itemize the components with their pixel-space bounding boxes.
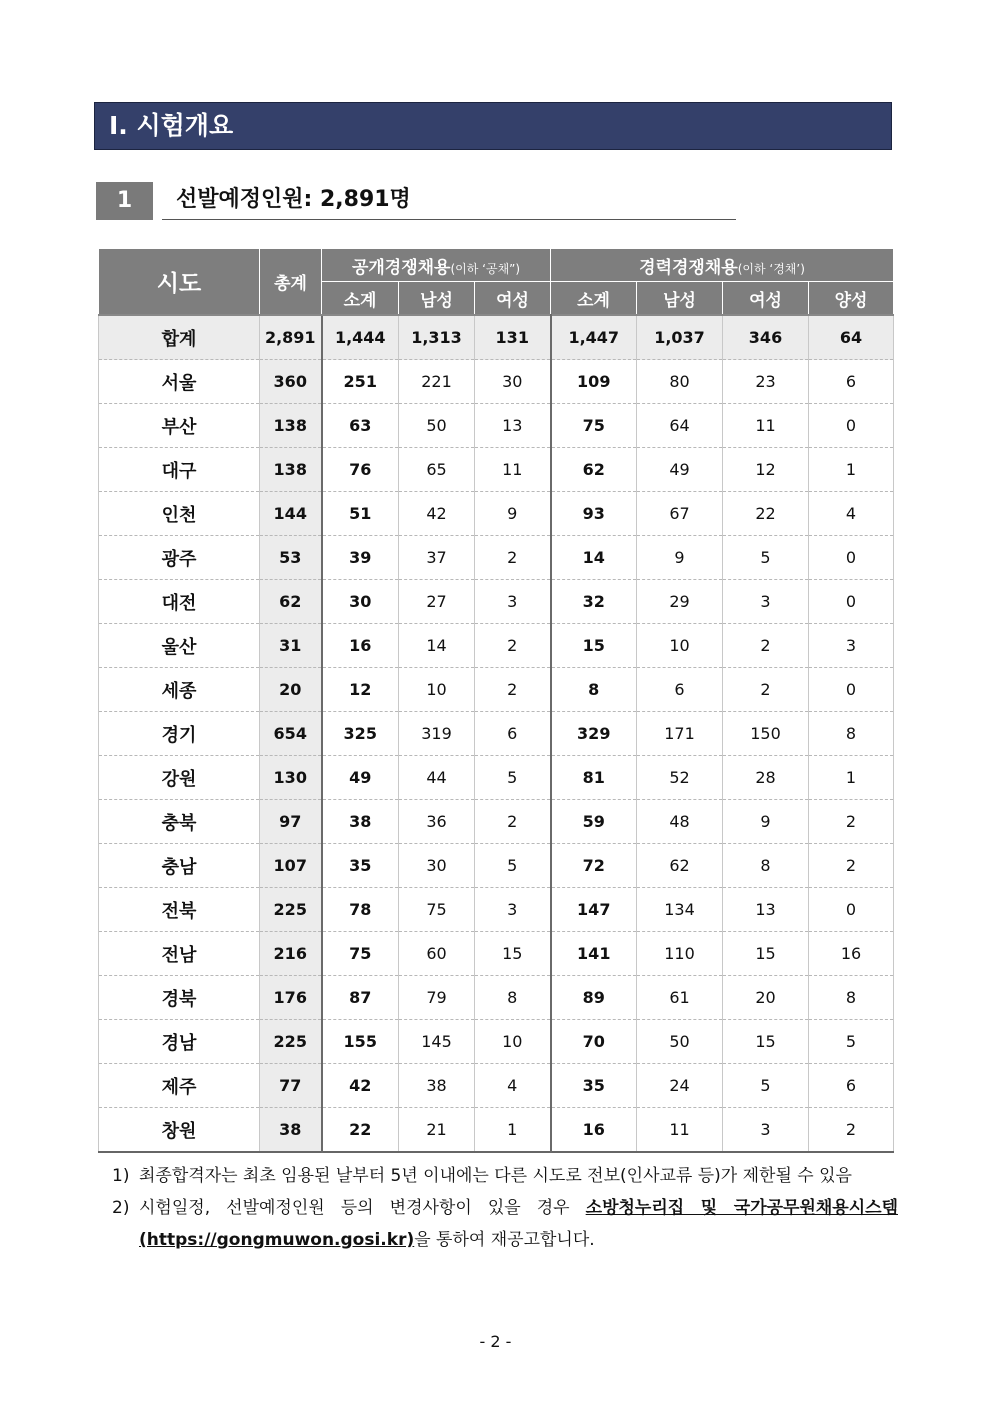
cell-total: 38 xyxy=(260,1108,322,1153)
cell-c-b: 8 xyxy=(809,712,894,756)
cell-o-f: 10 xyxy=(475,1020,551,1064)
cell-o-sub: 1,444 xyxy=(322,315,399,360)
cell-c-m: 10 xyxy=(637,624,723,668)
cell-c-b: 0 xyxy=(809,536,894,580)
cell-c-m: 9 xyxy=(637,536,723,580)
cell-o-f: 5 xyxy=(475,756,551,800)
note-1-number: 1) xyxy=(112,1166,130,1186)
cell-o-sub: 16 xyxy=(322,624,399,668)
table-row xyxy=(99,932,894,976)
cell-c-m: 134 xyxy=(637,888,723,932)
header-sub: 여성 xyxy=(475,282,551,316)
note-2-content xyxy=(139,1192,898,1256)
table-row-total xyxy=(99,315,894,360)
table-row xyxy=(99,404,894,448)
header-open-group-label: 공개경쟁채용 xyxy=(351,257,451,278)
cell-c-b: 2 xyxy=(809,1108,894,1153)
table-row xyxy=(99,1108,894,1153)
cell-region: 전남 xyxy=(99,932,260,976)
cell-c-sub: 70 xyxy=(551,1020,637,1064)
cell-o-sub: 75 xyxy=(322,932,399,976)
table-row xyxy=(99,492,894,536)
cell-o-f: 6 xyxy=(475,712,551,756)
table-row xyxy=(99,536,894,580)
table-row xyxy=(99,800,894,844)
cell-c-sub: 141 xyxy=(551,932,637,976)
table-row xyxy=(99,360,894,404)
cell-o-sub: 49 xyxy=(322,756,399,800)
cell-c-b: 4 xyxy=(809,492,894,536)
cell-c-b: 8 xyxy=(809,976,894,1020)
cell-c-sub: 32 xyxy=(551,580,637,624)
cell-c-f: 13 xyxy=(723,888,809,932)
cell-o-f: 131 xyxy=(475,315,551,360)
cell-region: 제주 xyxy=(99,1064,260,1108)
cell-c-f: 150 xyxy=(723,712,809,756)
cell-o-m: 14 xyxy=(399,624,475,668)
cell-c-b: 5 xyxy=(809,1020,894,1064)
cell-c-sub: 15 xyxy=(551,624,637,668)
cell-total: 360 xyxy=(260,360,322,404)
cell-c-b: 2 xyxy=(809,800,894,844)
cell-c-sub: 62 xyxy=(551,448,637,492)
cell-o-m: 319 xyxy=(399,712,475,756)
cell-o-m: 27 xyxy=(399,580,475,624)
cell-o-f: 8 xyxy=(475,976,551,1020)
header-sub: 남성 xyxy=(637,282,723,316)
chapter-title: Ⅰ. 시험개요 xyxy=(94,102,892,150)
cell-o-f: 3 xyxy=(475,888,551,932)
cell-o-m: 75 xyxy=(399,888,475,932)
cell-total: 138 xyxy=(260,404,322,448)
cell-o-m: 65 xyxy=(399,448,475,492)
cell-c-b: 16 xyxy=(809,932,894,976)
cell-c-f: 8 xyxy=(723,844,809,888)
cell-o-m: 221 xyxy=(399,360,475,404)
cell-o-sub: 30 xyxy=(322,580,399,624)
cell-c-m: 50 xyxy=(637,1020,723,1064)
cell-o-sub: 35 xyxy=(322,844,399,888)
cell-o-sub: 155 xyxy=(322,1020,399,1064)
cell-c-f: 9 xyxy=(723,800,809,844)
cell-c-sub: 35 xyxy=(551,1064,637,1108)
cell-o-f: 1 xyxy=(475,1108,551,1153)
cell-total: 176 xyxy=(260,976,322,1020)
cell-c-m: 1,037 xyxy=(637,315,723,360)
cell-c-sub: 147 xyxy=(551,888,637,932)
header-career-group-note: (이하 ‘경채’) xyxy=(737,261,805,276)
cell-c-b: 0 xyxy=(809,668,894,712)
cell-c-b: 6 xyxy=(809,360,894,404)
section-title: 선발예정인원: 2,891명 xyxy=(162,182,736,220)
cell-region: 울산 xyxy=(99,624,260,668)
header-career-group-label: 경력경쟁채용 xyxy=(639,257,738,278)
cell-o-sub: 39 xyxy=(322,536,399,580)
cell-c-m: 49 xyxy=(637,448,723,492)
cell-o-sub: 78 xyxy=(322,888,399,932)
cell-total: 53 xyxy=(260,536,322,580)
cell-region: 서울 xyxy=(99,360,260,404)
cell-c-sub: 1,447 xyxy=(551,315,637,360)
cell-o-f: 2 xyxy=(475,800,551,844)
cell-c-m: 171 xyxy=(637,712,723,756)
cell-o-f: 11 xyxy=(475,448,551,492)
cell-region: 경기 xyxy=(99,712,260,756)
table-row xyxy=(99,844,894,888)
cell-o-m: 145 xyxy=(399,1020,475,1064)
cell-c-f: 15 xyxy=(723,932,809,976)
cell-o-sub: 51 xyxy=(322,492,399,536)
cell-region: 강원 xyxy=(99,756,260,800)
cell-o-sub: 22 xyxy=(322,1108,399,1153)
cell-o-f: 4 xyxy=(475,1064,551,1108)
cell-o-m: 21 xyxy=(399,1108,475,1153)
section-number: 1 xyxy=(96,182,153,220)
cell-c-b: 0 xyxy=(809,888,894,932)
cell-o-sub: 325 xyxy=(322,712,399,756)
cell-o-f: 9 xyxy=(475,492,551,536)
header-total: 총계 xyxy=(260,249,322,316)
cell-c-m: 110 xyxy=(637,932,723,976)
cell-o-f: 5 xyxy=(475,844,551,888)
table-body xyxy=(99,315,894,1152)
cell-c-f: 2 xyxy=(723,668,809,712)
header-open-group-note: (이하 ‘공채”) xyxy=(450,261,521,276)
header-sub: 여성 xyxy=(723,282,809,316)
cell-c-f: 3 xyxy=(723,1108,809,1153)
cell-total: 654 xyxy=(260,712,322,756)
cell-c-sub: 93 xyxy=(551,492,637,536)
cell-c-m: 80 xyxy=(637,360,723,404)
header-open-group xyxy=(322,249,551,282)
cell-total: 31 xyxy=(260,624,322,668)
cell-o-f: 13 xyxy=(475,404,551,448)
table-row xyxy=(99,1020,894,1064)
cell-o-f: 2 xyxy=(475,624,551,668)
header-career-group xyxy=(551,249,894,282)
cell-c-m: 52 xyxy=(637,756,723,800)
cell-c-f: 5 xyxy=(723,1064,809,1108)
cell-c-b: 6 xyxy=(809,1064,894,1108)
cell-total: 77 xyxy=(260,1064,322,1108)
cell-o-m: 79 xyxy=(399,976,475,1020)
table-row xyxy=(99,580,894,624)
cell-o-sub: 87 xyxy=(322,976,399,1020)
cell-c-m: 48 xyxy=(637,800,723,844)
cell-total: 107 xyxy=(260,844,322,888)
cell-region: 부산 xyxy=(99,404,260,448)
cell-region: 경남 xyxy=(99,1020,260,1064)
table-row xyxy=(99,668,894,712)
cell-c-m: 67 xyxy=(637,492,723,536)
cell-o-f: 3 xyxy=(475,580,551,624)
cell-o-m: 30 xyxy=(399,844,475,888)
cell-c-sub: 81 xyxy=(551,756,637,800)
cell-o-m: 38 xyxy=(399,1064,475,1108)
cell-o-sub: 42 xyxy=(322,1064,399,1108)
cell-region: 인천 xyxy=(99,492,260,536)
cell-total: 225 xyxy=(260,888,322,932)
cell-o-m: 37 xyxy=(399,536,475,580)
cell-c-b: 1 xyxy=(809,756,894,800)
cell-total: 144 xyxy=(260,492,322,536)
note-1-text: 최종합격자는 최초 임용된 날부터 5년 이내에는 다른 시도로 전보(인사교류 등)가 제한될 수 있음 xyxy=(139,1166,852,1186)
cell-c-sub: 75 xyxy=(551,404,637,448)
cell-o-m: 42 xyxy=(399,492,475,536)
cell-total: 225 xyxy=(260,1020,322,1064)
cell-o-f: 2 xyxy=(475,536,551,580)
cell-total: 62 xyxy=(260,580,322,624)
cell-c-m: 29 xyxy=(637,580,723,624)
cell-c-m: 61 xyxy=(637,976,723,1020)
cell-c-b: 1 xyxy=(809,448,894,492)
cell-c-sub: 89 xyxy=(551,976,637,1020)
cell-c-f: 28 xyxy=(723,756,809,800)
cell-region: 충남 xyxy=(99,844,260,888)
header-sub: 양성 xyxy=(809,282,894,316)
cell-c-f: 346 xyxy=(723,315,809,360)
cell-o-sub: 12 xyxy=(322,668,399,712)
cell-total: 138 xyxy=(260,448,322,492)
cell-region: 경북 xyxy=(99,976,260,1020)
cell-total: 2,891 xyxy=(260,315,322,360)
cell-c-m: 24 xyxy=(637,1064,723,1108)
header-sub: 남성 xyxy=(399,282,475,316)
cell-c-sub: 109 xyxy=(551,360,637,404)
cell-o-m: 44 xyxy=(399,756,475,800)
cell-region: 광주 xyxy=(99,536,260,580)
cell-c-sub: 59 xyxy=(551,800,637,844)
cell-c-f: 5 xyxy=(723,536,809,580)
cell-c-f: 23 xyxy=(723,360,809,404)
cell-c-m: 6 xyxy=(637,668,723,712)
cell-o-m: 36 xyxy=(399,800,475,844)
cell-c-f: 15 xyxy=(723,1020,809,1064)
cell-c-m: 64 xyxy=(637,404,723,448)
cell-o-sub: 76 xyxy=(322,448,399,492)
cell-c-f: 11 xyxy=(723,404,809,448)
cell-c-sub: 8 xyxy=(551,668,637,712)
cell-total: 97 xyxy=(260,800,322,844)
cell-c-b: 64 xyxy=(809,315,894,360)
note-1 xyxy=(112,1160,898,1192)
note-2-link[interactable]: 소방청누리집 및 국가공무원채용시스템 (https://gongmuwon.gosi.kr) xyxy=(139,1198,898,1250)
cell-o-f: 15 xyxy=(475,932,551,976)
cell-c-sub: 14 xyxy=(551,536,637,580)
cell-c-b: 3 xyxy=(809,624,894,668)
cell-c-f: 20 xyxy=(723,976,809,1020)
selection-table xyxy=(98,248,894,1153)
cell-o-m: 60 xyxy=(399,932,475,976)
table-row xyxy=(99,448,894,492)
cell-c-b: 2 xyxy=(809,844,894,888)
table-row xyxy=(99,756,894,800)
cell-c-f: 2 xyxy=(723,624,809,668)
cell-region: 대구 xyxy=(99,448,260,492)
header-sido: 시도 xyxy=(99,249,260,316)
note-2-number: 2) xyxy=(112,1198,130,1218)
cell-c-b: 0 xyxy=(809,404,894,448)
header-sub: 소계 xyxy=(322,282,399,316)
cell-c-m: 11 xyxy=(637,1108,723,1153)
cell-total: 20 xyxy=(260,668,322,712)
cell-c-sub: 16 xyxy=(551,1108,637,1153)
note-2 xyxy=(112,1192,898,1256)
cell-total: 216 xyxy=(260,932,322,976)
note-2-text-post: 을 통하여 재공고합니다. xyxy=(414,1230,595,1250)
cell-o-m: 50 xyxy=(399,404,475,448)
cell-c-sub: 72 xyxy=(551,844,637,888)
table-row xyxy=(99,1064,894,1108)
cell-region: 합계 xyxy=(99,315,260,360)
cell-o-sub: 38 xyxy=(322,800,399,844)
cell-o-sub: 251 xyxy=(322,360,399,404)
cell-c-f: 22 xyxy=(723,492,809,536)
cell-c-sub: 329 xyxy=(551,712,637,756)
cell-region: 충북 xyxy=(99,800,260,844)
table-row xyxy=(99,624,894,668)
cell-c-b: 0 xyxy=(809,580,894,624)
header-sub: 소계 xyxy=(551,282,637,316)
cell-region: 창원 xyxy=(99,1108,260,1153)
page-number: - 2 - xyxy=(479,1332,512,1351)
cell-region: 전북 xyxy=(99,888,260,932)
notes xyxy=(112,1160,898,1256)
cell-c-f: 12 xyxy=(723,448,809,492)
cell-o-sub: 63 xyxy=(322,404,399,448)
table-row xyxy=(99,888,894,932)
cell-o-m: 10 xyxy=(399,668,475,712)
cell-o-f: 30 xyxy=(475,360,551,404)
cell-region: 세종 xyxy=(99,668,260,712)
table-row xyxy=(99,712,894,756)
cell-c-f: 3 xyxy=(723,580,809,624)
cell-o-m: 1,313 xyxy=(399,315,475,360)
note-2-text-pre: 시험일정, 선발예정인원 등의 변경사항이 있을 경우 xyxy=(139,1198,586,1218)
cell-region: 대전 xyxy=(99,580,260,624)
cell-total: 130 xyxy=(260,756,322,800)
cell-c-m: 62 xyxy=(637,844,723,888)
cell-o-f: 2 xyxy=(475,668,551,712)
table-row xyxy=(99,976,894,1020)
